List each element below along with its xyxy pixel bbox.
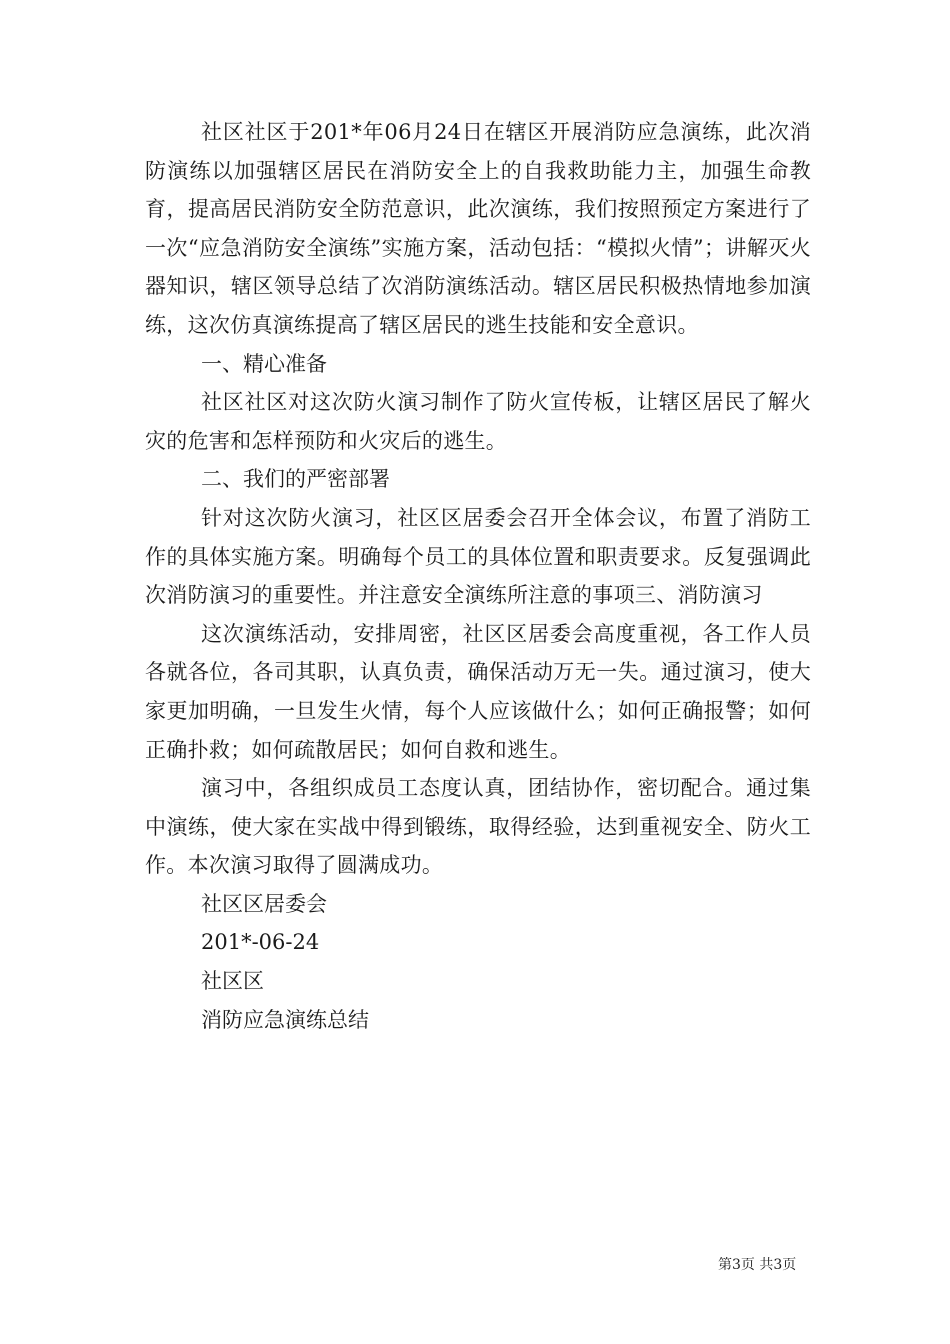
document-body <box>145 113 811 1039</box>
signature-org: 社区区居委会 <box>201 891 327 916</box>
page-number: 第3页 共3页 <box>718 1257 797 1273</box>
next-heading-line2: 消防应急演练总结 <box>201 1007 369 1032</box>
paragraph-preparation: 社区社区对这次防火演习制作了防火宣传板，让辖区居民了解火灾的危害和怎样预防和火灾后的逃生。 <box>145 390 811 453</box>
section-heading-preparation: 一、精心准备 <box>201 351 327 376</box>
signature-date: 201*-06-24 <box>201 930 320 955</box>
paragraph-deployment: 针对这次防火演习，社区区居委会召开全体会议，布置了消防工作的具体实施方案。明确每个员工的具体位置和职责要求。反复强调此次消防演习的重要性。并注意安全演练所注意的事项三、消防演习 <box>145 505 811 608</box>
next-heading-line1: 社区区 <box>201 969 264 994</box>
section-heading-deployment: 二、我们的严密部署 <box>201 467 390 492</box>
paragraph-result: 演习中，各组织成员工态度认真，团结协作，密切配合。通过集中演练，使大家在实战中得到锻练，取得经验，达到重视安全、防火工作。本次演习取得了圆满成功。 <box>145 776 811 878</box>
paragraph-intro: 社区社区于201*年06月24日在辖区开展消防应急演练，此次消防演练以加强辖区居民在消防安全上的自我救助能力主，加强生命教育，提高居民消防安全防范意识，此次演练，我们按照预定方案进行了一次“应急消防安全演练”实施方案，活动包括：“模拟火情”；讲解灭火器知识，辖区领导总结了次消防演练活动。辖区居民积极热情地参加演练，这次仿真演练提高了辖区居民的逃生技能和安全意识。 <box>145 120 811 337</box>
paragraph-drill: 这次演练活动，安排周密，社区区居委会高度重视，各工作人员各就各位，各司其职，认真负责，确保活动万无一失。通过演习，使大家更加明确，一旦发生火情，每个人应该做什么；如何正确报警；如何正确扑救；如何疏散居民；如何自救和逃生。 <box>145 621 811 762</box>
